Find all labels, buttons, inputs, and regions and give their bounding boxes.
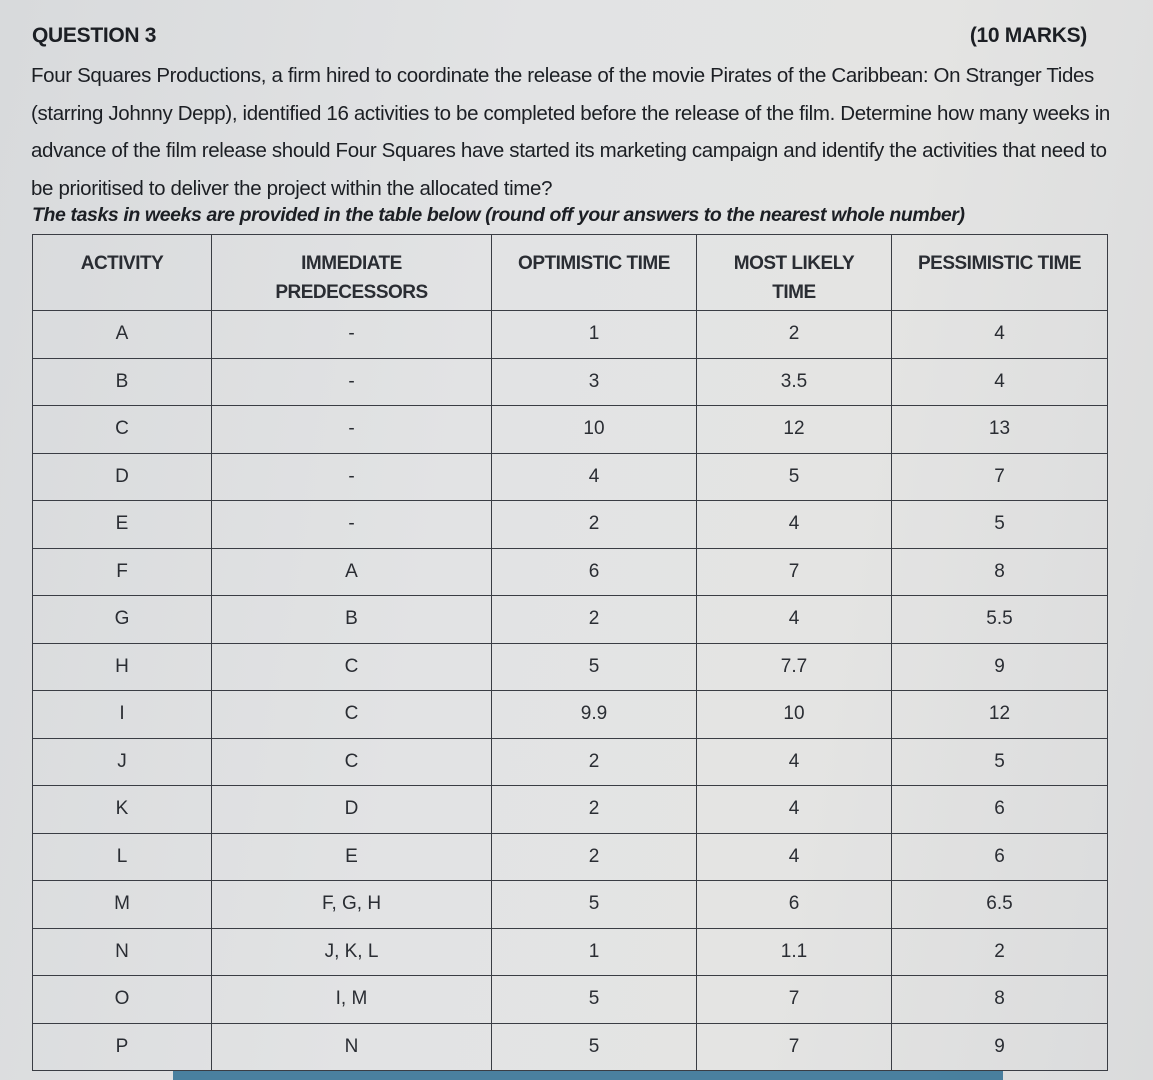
header-optimistic-label: OPTIMISTIC TIME	[518, 253, 670, 274]
cell-predecessors: F, G, H	[212, 881, 492, 929]
cell-optimistic: 1	[492, 311, 697, 359]
cell-most-likely: 1.1	[697, 928, 892, 976]
cell-activity: O	[33, 976, 212, 1024]
header-pessimistic	[892, 235, 1108, 311]
activities-table	[32, 234, 1108, 1071]
cell-predecessors: -	[212, 501, 492, 549]
table-row	[33, 786, 1108, 834]
cell-most-likely: 4	[697, 596, 892, 644]
header-most-likely	[697, 235, 892, 311]
cell-activity: G	[33, 596, 212, 644]
cell-activity: A	[33, 311, 212, 359]
cell-activity: D	[33, 453, 212, 501]
cell-most-likely: 4	[697, 501, 892, 549]
cell-activity: E	[33, 501, 212, 549]
cell-optimistic: 2	[492, 833, 697, 881]
cell-activity: L	[33, 833, 212, 881]
cell-predecessors: -	[212, 358, 492, 406]
cell-optimistic: 2	[492, 596, 697, 644]
cell-pessimistic: 8	[892, 976, 1108, 1024]
cell-activity: C	[33, 406, 212, 454]
cell-optimistic: 6	[492, 548, 697, 596]
cell-predecessors: -	[212, 406, 492, 454]
cell-pessimistic: 2	[892, 928, 1108, 976]
cell-pessimistic: 13	[892, 406, 1108, 454]
table-row	[33, 881, 1108, 929]
table-row	[33, 596, 1108, 644]
table-row	[33, 691, 1108, 739]
table-row	[33, 406, 1108, 454]
cell-activity: B	[33, 358, 212, 406]
cell-most-likely: 4	[697, 833, 892, 881]
cell-predecessors: I, M	[212, 976, 492, 1024]
cell-pessimistic: 5	[892, 501, 1108, 549]
header-most-likely-line-2: TIME	[772, 282, 816, 303]
header-predecessors-line-1: IMMEDIATE	[301, 253, 402, 274]
cell-optimistic: 2	[492, 738, 697, 786]
cell-most-likely: 7	[697, 976, 892, 1024]
cell-pessimistic: 6.5	[892, 881, 1108, 929]
question-text-line-3: advance of the film release should Four Squares have started its marketing campaign and identify the activities that need to	[31, 139, 1107, 162]
cell-predecessors: E	[212, 833, 492, 881]
cell-optimistic: 10	[492, 406, 697, 454]
header-most-likely-line-1: MOST LIKELY	[733, 253, 855, 274]
cell-most-likely: 5	[697, 453, 892, 501]
cell-predecessors: -	[212, 453, 492, 501]
header-predecessors	[212, 235, 492, 311]
cell-most-likely: 7	[697, 548, 892, 596]
cell-activity: J	[33, 738, 212, 786]
cell-optimistic: 5	[492, 643, 697, 691]
table-row	[33, 928, 1108, 976]
table-body	[33, 311, 1108, 1071]
cell-activity: H	[33, 643, 212, 691]
cell-most-likely: 3.5	[697, 358, 892, 406]
cell-most-likely: 2	[697, 311, 892, 359]
question-marks: (10 MARKS)	[969, 24, 1087, 47]
cell-pessimistic: 9	[892, 1023, 1108, 1071]
cell-optimistic: 9.9	[492, 691, 697, 739]
cell-activity: I	[33, 691, 212, 739]
cell-most-likely: 10	[697, 691, 892, 739]
cell-activity: K	[33, 786, 212, 834]
header-predecessors-line-2: PREDECESSORS	[275, 282, 428, 303]
cell-most-likely: 7	[697, 1023, 892, 1071]
table-header	[33, 235, 1108, 311]
table-row	[33, 311, 1108, 359]
cell-predecessors: C	[212, 643, 492, 691]
cell-optimistic: 5	[492, 1023, 697, 1071]
cell-activity: P	[33, 1023, 212, 1071]
cell-predecessors: C	[212, 738, 492, 786]
cell-predecessors: D	[212, 786, 492, 834]
table-row	[33, 1023, 1108, 1071]
cell-most-likely: 12	[697, 406, 892, 454]
table-header-row	[33, 235, 1108, 311]
table-row	[33, 738, 1108, 786]
cell-predecessors: B	[212, 596, 492, 644]
table-row	[33, 453, 1108, 501]
header-optimistic	[492, 235, 697, 311]
cell-pessimistic: 6	[892, 833, 1108, 881]
cell-predecessors: J, K, L	[212, 928, 492, 976]
cell-activity: M	[33, 881, 212, 929]
cell-pessimistic: 8	[892, 548, 1108, 596]
question-text	[31, 57, 1131, 207]
cell-pessimistic: 7	[892, 453, 1108, 501]
cell-pessimistic: 6	[892, 786, 1108, 834]
question-text-line-4: be prioritised to deliver the project within the allocated time?	[31, 176, 553, 200]
cell-optimistic: 5	[492, 881, 697, 929]
question-text-line-1: Four Squares Productions, a firm hired to coordinate the release of the movie Pirates of the Caribbean: On Stranger Tides	[31, 64, 1094, 87]
cell-most-likely: 6	[697, 881, 892, 929]
question-text-line-2: (starring Johnny Depp), identified 16 activities to be completed before the release of the film. Determine how many weeks in	[31, 101, 1110, 125]
cell-predecessors: C	[212, 691, 492, 739]
cell-optimistic: 5	[492, 976, 697, 1024]
cell-optimistic: 4	[492, 453, 697, 501]
cell-pessimistic: 12	[892, 691, 1108, 739]
cell-most-likely: 4	[697, 738, 892, 786]
cell-pessimistic: 5	[892, 738, 1108, 786]
header-activity-label: ACTIVITY	[80, 253, 164, 274]
table-row	[33, 833, 1108, 881]
header-activity	[33, 235, 212, 311]
table-row	[33, 548, 1108, 596]
bottom-edge-bar	[173, 1071, 1003, 1080]
cell-activity: F	[33, 548, 212, 596]
cell-activity: N	[33, 928, 212, 976]
cell-optimistic: 3	[492, 358, 697, 406]
table-row	[33, 501, 1108, 549]
cell-most-likely: 7.7	[697, 643, 892, 691]
table-row	[33, 976, 1108, 1024]
table-row	[33, 643, 1108, 691]
table-caption: The tasks in weeks are provided in the table below (round off your answers to the nearest whole number)	[32, 204, 965, 226]
cell-optimistic: 2	[492, 501, 697, 549]
table-row	[33, 358, 1108, 406]
cell-pessimistic: 4	[892, 358, 1108, 406]
cell-pessimistic: 9	[892, 643, 1108, 691]
cell-most-likely: 4	[697, 786, 892, 834]
cell-predecessors: N	[212, 1023, 492, 1071]
question-number: QUESTION 3	[32, 24, 157, 47]
question-header	[32, 24, 1087, 48]
cell-predecessors: A	[212, 548, 492, 596]
header-pessimistic-label: PESSIMISTIC TIME	[917, 253, 1082, 274]
cell-pessimistic: 5.5	[892, 596, 1108, 644]
cell-predecessors: -	[212, 311, 492, 359]
cell-optimistic: 2	[492, 786, 697, 834]
cell-optimistic: 1	[492, 928, 697, 976]
cell-pessimistic: 4	[892, 311, 1108, 359]
